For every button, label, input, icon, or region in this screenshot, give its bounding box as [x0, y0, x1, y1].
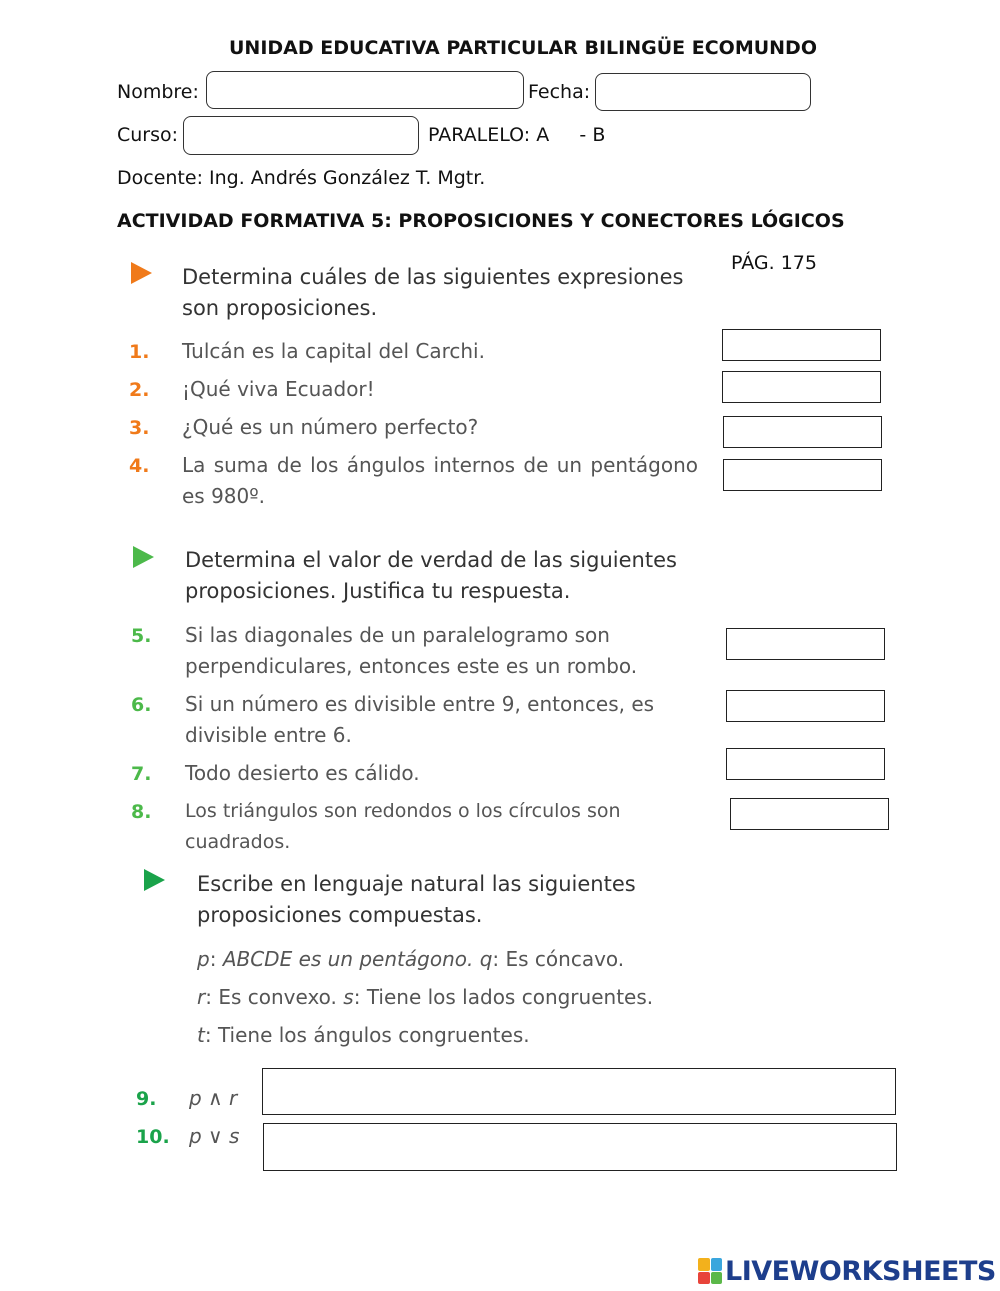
- section3-instruction: Escribe en lenguaje natural las siguientes proposiciones compuestas.: [197, 872, 636, 927]
- item-number: 8.: [131, 801, 152, 823]
- var-t: t: [197, 1023, 205, 1047]
- answer-box-10[interactable]: [263, 1123, 897, 1171]
- activity-title: ACTIVIDAD FORMATIVA 5: PROPOSICIONES Y CONECTORES LÓGICOS: [117, 210, 845, 232]
- var-p: p: [197, 947, 210, 971]
- def-s: Tiene los lados congruentes.: [366, 985, 654, 1009]
- name-input[interactable]: [206, 71, 524, 109]
- item-text: ¿Qué es un número perfecto?: [182, 415, 479, 439]
- paralelo-label: PARALELO: A - B: [428, 124, 606, 146]
- date-input[interactable]: [595, 73, 811, 111]
- course-label: Curso:: [117, 124, 179, 146]
- item-number: 9.: [136, 1088, 157, 1110]
- answer-box-6[interactable]: [726, 690, 885, 722]
- def-p: ABCDE es un pentágono.: [222, 947, 474, 971]
- definition-line: t: Tiene los ángulos congruentes.: [197, 1023, 530, 1047]
- answer-box-4[interactable]: [723, 459, 882, 491]
- logo-text: LIVEWORKSHEETS: [725, 1255, 996, 1287]
- answer-box-3[interactable]: [723, 416, 882, 448]
- definition-line: r: Es convexo. s: Tiene los lados congruentes.: [197, 985, 654, 1009]
- item-number: 4.: [129, 455, 150, 477]
- answer-box-1[interactable]: [722, 329, 881, 361]
- var-q: q: [479, 947, 493, 971]
- answer-box-5[interactable]: [726, 628, 885, 660]
- def-q: Es cóncavo.: [505, 947, 625, 971]
- item-text: Si un número es divisible entre 9, entonces, es divisible entre 6.: [185, 692, 655, 747]
- expression: p ∧ r: [189, 1086, 238, 1110]
- liveworksheets-logo: [698, 1254, 996, 1288]
- section1-instruction: Determina cuáles de las siguientes expresiones son proposiciones.: [182, 265, 684, 320]
- item-text: Tulcán es la capital del Carchi.: [182, 339, 485, 363]
- name-label: Nombre:: [117, 81, 199, 103]
- item-text: Si las diagonales de un paralelogramo son perpendiculares, entonces este es un rombo.: [185, 623, 638, 678]
- page-number: PÁG. 175: [731, 252, 817, 274]
- definition-line: p: ABCDE es un pentágono. q: Es cóncavo.: [197, 947, 625, 971]
- item-text: Los triángulos son redondos o los círculos son cuadrados.: [185, 800, 621, 853]
- var-s: s: [343, 985, 354, 1009]
- item-text: Todo desierto es cálido.: [185, 761, 420, 785]
- expression: p ∨ s: [189, 1124, 240, 1148]
- item-number: 10.: [136, 1126, 170, 1148]
- teacher-label: Docente: Ing. Andrés González T. Mgtr.: [117, 167, 486, 189]
- answer-box-8[interactable]: [730, 798, 889, 830]
- item-number: 2.: [129, 379, 150, 401]
- green-arrow-icon: [133, 546, 154, 568]
- item-text: La suma de los ángulos internos de un pentágono es 980º.: [182, 453, 698, 508]
- course-input[interactable]: [183, 116, 419, 155]
- def-t: Tiene los ángulos congruentes.: [217, 1023, 530, 1047]
- item-number: 6.: [131, 694, 152, 716]
- var-r: r: [197, 985, 206, 1009]
- item-number: 1.: [129, 341, 150, 363]
- item-text: ¡Qué viva Ecuador!: [182, 377, 375, 401]
- def-r: Es convexo.: [218, 985, 337, 1009]
- answer-box-9[interactable]: [262, 1068, 896, 1115]
- orange-arrow-icon: [131, 262, 152, 284]
- answer-box-2[interactable]: [722, 371, 881, 403]
- school-title: UNIDAD EDUCATIVA PARTICULAR BILINGÜE ECOMUNDO: [229, 37, 817, 59]
- section2-instruction: Determina el valor de verdad de las siguientes proposiciones. Justifica tu respuesta.: [185, 548, 677, 603]
- green-arrow-icon: [144, 869, 165, 891]
- logo-mark-icon: [698, 1258, 722, 1284]
- date-label: Fecha:: [528, 81, 591, 103]
- item-number: 5.: [131, 625, 152, 647]
- item-number: 7.: [131, 763, 152, 785]
- answer-box-7[interactable]: [726, 748, 885, 780]
- item-number: 3.: [129, 417, 150, 439]
